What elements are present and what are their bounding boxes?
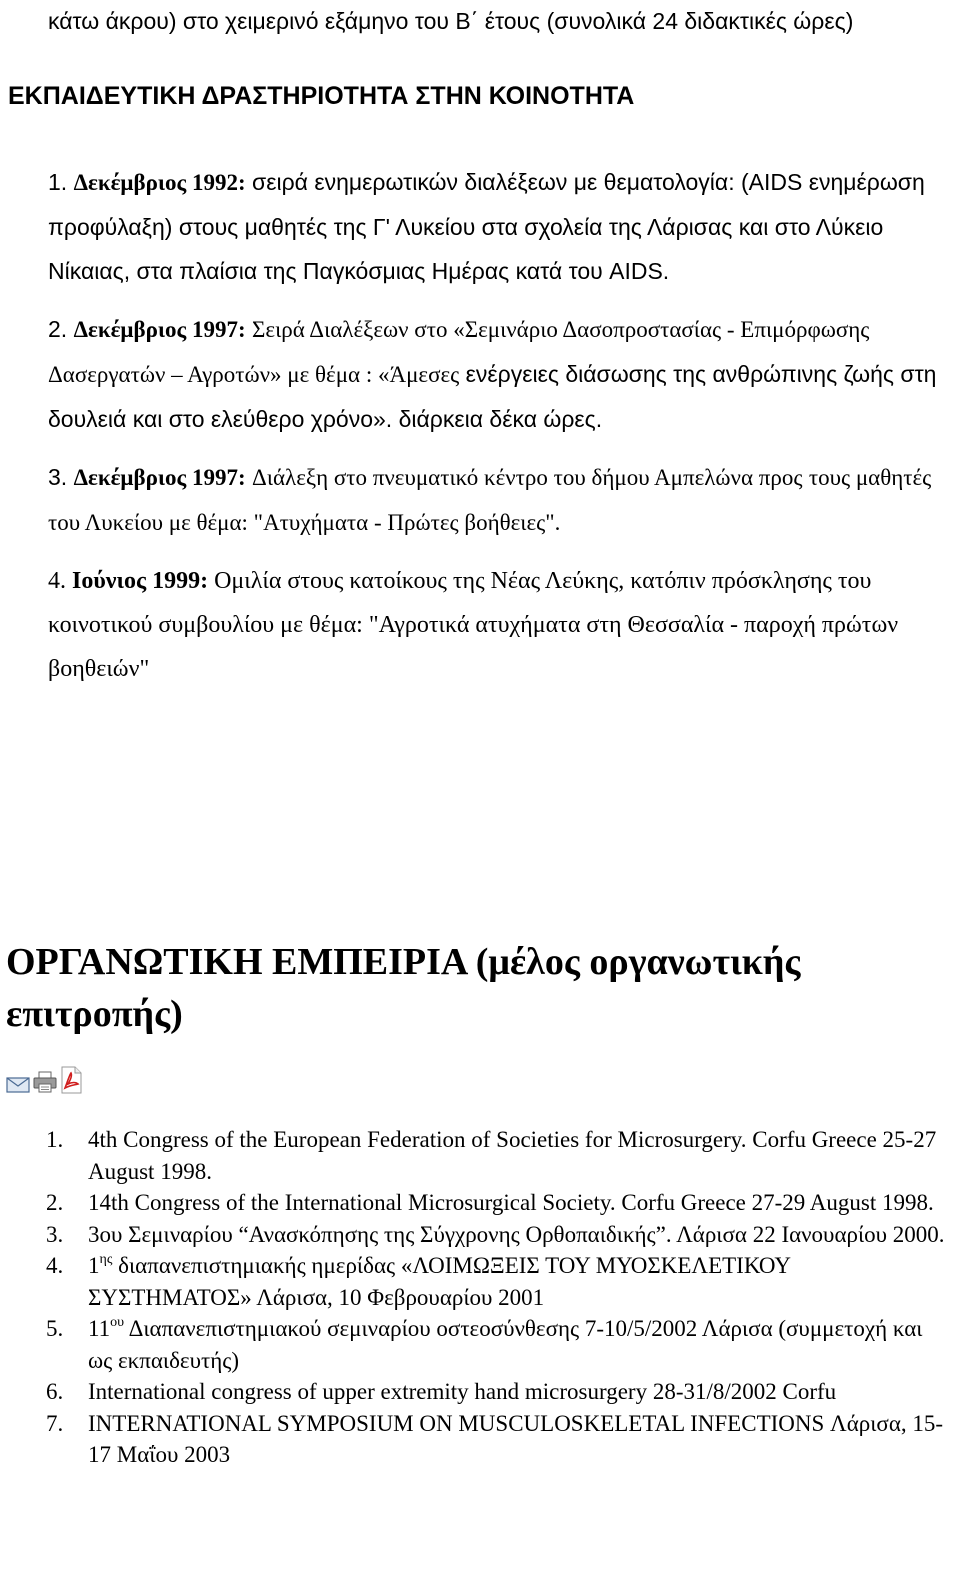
list-item bbox=[48, 160, 948, 293]
item-number: 1. bbox=[48, 169, 68, 195]
item-number: 7. bbox=[46, 1410, 64, 1436]
item-number: 4. bbox=[48, 568, 66, 594]
email-icon[interactable] bbox=[6, 1074, 32, 1094]
list-item bbox=[48, 559, 948, 691]
organizing-section-heading: ΟΡΓΑΝΩΤΙΚΗ ΕΜΠΕΙΡΙΑ (μέλος οργανωτικής επιτροπής) bbox=[6, 941, 801, 1035]
item-text: τους μαθητές του Λυκείου με θέμα: "Ατυχήματα - Πρώτες βοήθειες". bbox=[48, 465, 932, 535]
item-number: 1. bbox=[46, 1127, 64, 1152]
ordinal-suffix: ης bbox=[99, 1252, 113, 1267]
item-text: ενέργειες διάσωσης της ανθρώπινης ζωής στη δουλειά και στο ελεύθερο χρόνο». διάρκεια δέκα ώρες. bbox=[48, 361, 937, 432]
list-item bbox=[0, 1313, 950, 1376]
item-text: σειρά ενημερωτικών διαλέξεων με θεματολογία: (AIDS ενημέρωση προφύλαξη) στους μαθητές της Γ' Λυκείου στα σχολεία της Λάρισας και στο Λύκειο Νίκαιας, στα πλαίσια της Παγκόσμιας Ημέρας κατά του AIDS. bbox=[48, 169, 925, 284]
item-date: Δεκέμβριος 1992: bbox=[73, 170, 246, 195]
item-ordinal: 1 bbox=[88, 1253, 100, 1278]
list-item bbox=[0, 1408, 950, 1471]
item-text: Διαπανεπιστημιακού σεμιναρίου οστεοσύνθεσης 7-10/5/2002 Λάρισα (συμμετοχή και ως εκπαιδευτής) bbox=[88, 1316, 923, 1373]
list-item bbox=[0, 1187, 950, 1219]
item-text: 14th Congress of the International Microsurgical Society. Corfu Greece 27-29 August 1998. bbox=[88, 1190, 934, 1215]
item-text-serif: Σειρά Διαλέξεων στο «Σεμινάριο Δασοπροστασίας - Επιμόρφωσης Δασεργατών – Αγροτών» με θέμα : «Άμεσες bbox=[48, 317, 870, 387]
item-text: Ομιλία στους κατοίκους της Νέας Λεύκης, κατόπιν πρόσκλησης του κοινοτικού συμβουλίου με θέμα: "Αγροτικά ατυχήματα στη Θεσσαλία - παροχή πρώτων βοηθειών" bbox=[48, 568, 899, 682]
item-number: 6. bbox=[46, 1379, 64, 1404]
list-item bbox=[0, 1124, 950, 1187]
item-number: 5. bbox=[46, 1316, 64, 1341]
organizing-committee-list bbox=[0, 1124, 950, 1471]
list-item bbox=[0, 1219, 950, 1251]
item-text-serif: Διάλεξη στο πνευματικό κέντρο του δήμου Αμπελώνα προς bbox=[252, 465, 803, 490]
ordinal-suffix: ου bbox=[110, 1315, 125, 1330]
list-item bbox=[48, 307, 948, 441]
item-date: Δεκέμβριος 1997: bbox=[73, 465, 246, 490]
pdf-icon[interactable] bbox=[58, 1066, 84, 1094]
intro-line: κάτω άκρου) στο χειμερινό εξάμηνο του Β΄ έτους (συνολικά 24 διδακτικές ώρες) bbox=[48, 8, 854, 34]
item-number: 2. bbox=[46, 1190, 64, 1215]
list-item bbox=[0, 1376, 950, 1408]
print-icon[interactable] bbox=[32, 1070, 58, 1094]
item-date: Ιούνιος 1999: bbox=[72, 568, 209, 594]
item-ordinal: 11 bbox=[88, 1316, 111, 1341]
document-actions bbox=[6, 1066, 84, 1094]
list-item bbox=[48, 455, 948, 545]
item-date: Δεκέμβριος 1997: bbox=[73, 317, 246, 342]
item-number: 4. bbox=[46, 1253, 64, 1278]
item-text: 4th Congress of the European Federation of Societies for Microsurgery. Corfu Greece 25-27 August 1998. bbox=[88, 1127, 937, 1184]
item-text: INTERNATIONAL SYMPOSIUM ON MUSCULOSKELETAL INFECTIONS Λάρισα, 15-17 Μαΐου 2003 bbox=[88, 1410, 944, 1467]
item-text: 3ου Σεμιναρίου “Ανασκόπησης της Σύγχρονης Ορθοπαιδικής”. Λάρισα 22 Ιανουαρίου 2000. bbox=[88, 1221, 945, 1247]
community-section-heading: ΕΚΠΑΙΔΕΥΤΙΚΗ ΔΡΑΣΤΗΡΙΟΤΗΤΑ ΣΤΗΝ ΚΟΙΝΟΤΗΤΑ bbox=[8, 82, 635, 110]
item-text: International congress of upper extremity hand microsurgery 28-31/8/2002 Corfu bbox=[88, 1379, 837, 1404]
item-number: 3. bbox=[46, 1221, 64, 1247]
item-number: 2. bbox=[48, 316, 68, 342]
list-item bbox=[0, 1250, 950, 1313]
community-activity-list bbox=[48, 160, 948, 705]
item-text: διαπανεπιστημιακής ημερίδας «ΛΟΙΜΩΞΕΙΣ ΤΟΥ ΜΥΟΣΚΕΛΕΤΙΚΟΥ ΣΥΣΤΗΜΑΤΟΣ» Λάρισα, 10 Φεβρουαρίου 2001 bbox=[88, 1253, 791, 1310]
item-number: 3. bbox=[48, 464, 68, 490]
